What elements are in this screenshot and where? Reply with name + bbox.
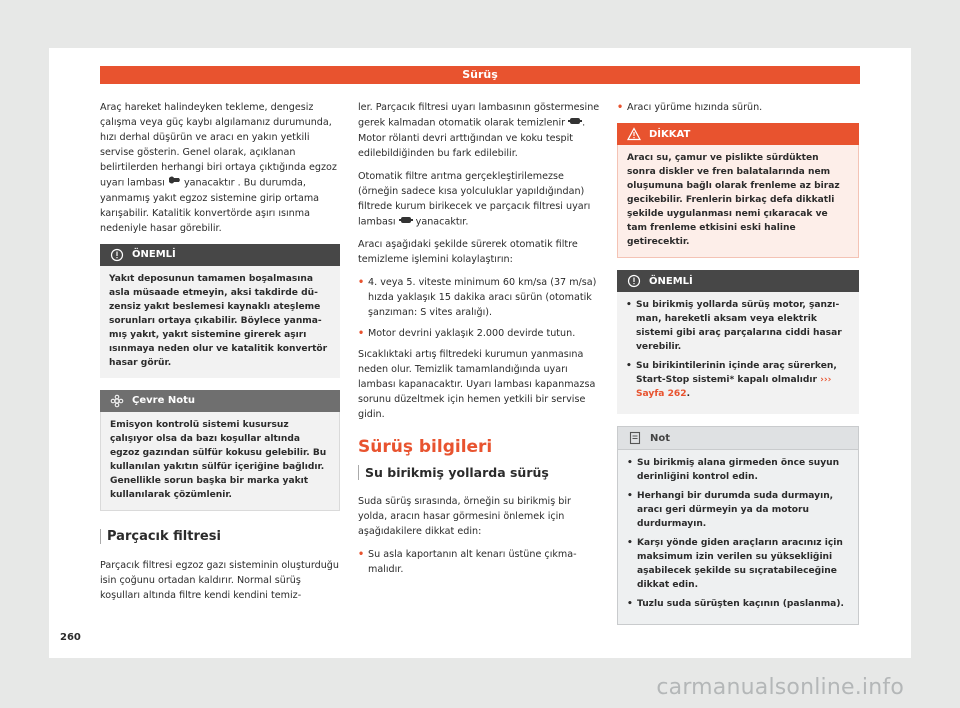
important-box [617, 270, 859, 414]
exhaust-warning-icon [168, 175, 181, 190]
page-reference-link[interactable]: ››› Sayfa 262 [636, 375, 832, 399]
page-header: Sürüş [100, 66, 860, 84]
paragraph: Parçacık filtresi egzoz gazı sisteminin oluşturduğu isin çoğunu ortadan kaldırır. Normal sürüş koşulları altında filtre kendi kendini temiz- [100, 559, 339, 601]
warning-triangle-icon [627, 127, 641, 141]
leaf-icon [110, 394, 124, 408]
paragraph: Araç hareket halindeyken tekleme, dengesiz çalışma veya güç kaybı algılamanız durumunda, hızı derhal düşürün ve aracı en yakın yetkili servise gösterin. Genel olarak, açıklanan belirtilerden herhangi biri ortaya çıktığında egzoz uyarı lambası yanacaktır . Bu durumda, yanmamış yakıt egzoz sistemine girip ortama karışabilir. Katalitik konvertörde aşırı ısınma nedeniyle hasar görebilir. [100, 102, 337, 234]
paragraph: Otomatik filtre arıtma gerçekleştirilemezse (örneğin sadece kısa yolculuklar yapıldığından) filtrede kurum birikecek ve parçacık filtresi uyarı lambası yanacaktır. [358, 170, 591, 227]
list-item: • Karşı yönde giden araçların aracınız için maksimum izin verilen su yüksekliğini aşabilecek şekilde su sıçratabileceğine dikkat edin. [627, 536, 849, 592]
list-item: • Motor devrini yaklaşık 2.000 devirde tutun. [358, 326, 600, 341]
info-circle-icon [627, 274, 641, 288]
list-item: • Aracı yürüme hızında sürün. [617, 100, 859, 115]
chapter-title: Sürüş bilgileri [358, 437, 493, 457]
environment-note-box [100, 390, 340, 511]
important-title: ÖNEMLİ [132, 249, 176, 260]
environment-title: Çevre Notu [132, 395, 195, 406]
list-item: • Su asla kaportanın alt kenarı üstüne çıkmamalıdır. [358, 547, 600, 577]
list-item: • Su birikmiş yollarda sürüş motor, şanzıman, hareketli aksam veya elektrik sistemi gibi araç parçalarına ciddi hasar verebilir. [626, 298, 850, 354]
important-title: ÖNEMLİ [649, 275, 693, 287]
note-title: Not [650, 432, 671, 444]
particle-filter-icon [568, 115, 582, 130]
column-2 [358, 100, 600, 583]
paragraph: Sıcaklıktaki artış filtredeki kurumun yanmasına neden olur. Temizlik tamamlandığında uyarı lambası kapanacaktır. Uyarı lambası kapanmazsa sorunu düzeltmek için hemen yetkili bir servise gidin. [358, 349, 596, 420]
paragraph: ler. Parçacık filtresi uyarı lambasının göstermesine gerek kalmadan otomatik olarak temizlenir . Motor rölanti devri arttığından ve koku tespit edilebildiğinden bu fark edilebilir. [358, 102, 600, 159]
page-number: 260 [60, 632, 81, 643]
list-item: • Su birikmiş alana girmeden önce suyun derinliğini kontrol edin. [627, 456, 849, 484]
important-text: Yakıt deposunun tamamen boşalmasına asla müsaade etmeyin, aksi takdirde düzensiz yakıt beslemesi kaynaklı ateşleme sorunları ortaya çıkabilir. Böylece yanmamış yakıt, yakıt sistemine girerek aşırı ısınmaya neden olur ve katalitik konvertör hasar görür. [100, 266, 340, 378]
important-box [100, 244, 340, 378]
particle-filter-icon [399, 214, 413, 229]
list-item: • Herhangi bir durumda suda durmayın, aracı geri dürmeyin ya da motoru durdurmayın. [627, 489, 849, 531]
list-item: • Tuzlu suda sürüşten kaçının (paslanma). [627, 597, 849, 611]
warning-title: DİKKAT [649, 128, 691, 140]
list-item: • Su birikintilerinin içinde araç sürerken, Start-Stop sistemi* kapalı olmalıdır ››› Sayfa 262. [626, 359, 850, 401]
note-box [617, 426, 859, 625]
list-item: • 4. veya 5. viteste minimum 60 km/sa (37 m/sa) hızda yaklaşık 15 dakika aracı sürün (otomatik şanzıman: S vites aralığı). [358, 275, 600, 320]
column-1 [100, 100, 340, 611]
section-title: Su birikmiş yollarda sürüş [358, 465, 600, 480]
environment-text: Emisyon kontrolü sistemi kusursuz çalışıyor olsa da bazı koşullar altında egzoz gazından sülfür kokusu gelebilir. Bu kullanılan yakıtın sülfür içeriğine bağlıdır. Genellikle sorun başka bir marka yakıt kullanılarak çözümlenir. [100, 412, 340, 511]
watermark: carmanualsonline.info [656, 675, 904, 700]
section-title: Parçacık filtresi [100, 529, 340, 544]
note-icon [628, 431, 642, 445]
paragraph: Suda sürüş sırasında, örneğin su birikmiş bir yolda, aracın hasar görmesini önlemek için aşağıdakilere dikkat edin: [358, 496, 571, 537]
column-3 [617, 100, 859, 637]
warning-text: Aracı su, çamur ve pislikte sürdükten sonra diskler ve fren balatalarında nem oluşumuna bağlı olarak frenleme az biraz gecikebilir. Frenlerin birkaç defa dikkatli şekilde uygulanması nemi çıkaracak ve tam frenleme etkisini eski haline getirecektir. [617, 145, 859, 258]
warning-box [617, 123, 859, 258]
info-circle-icon [110, 248, 124, 262]
paragraph: Aracı aşağıdaki şekilde sürerek otomatik filtre temizleme işlemini kolaylaştırın: [358, 239, 578, 265]
